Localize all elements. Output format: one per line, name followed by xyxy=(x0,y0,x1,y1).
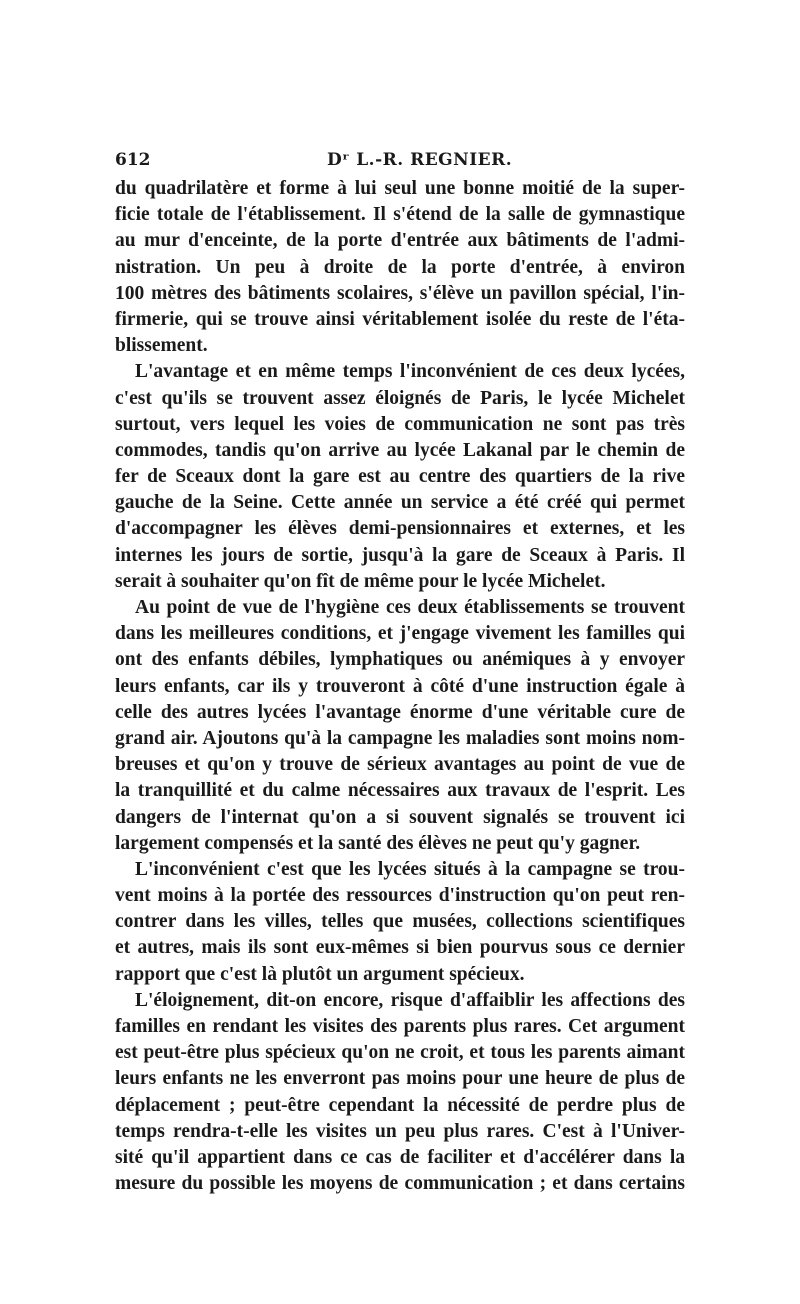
page-number: 612 xyxy=(115,150,151,170)
paragraph xyxy=(115,595,685,857)
text-line: leurs enfants, car ils y trouveront à côté d'une instruction égale à xyxy=(115,675,685,697)
text-line: d'accompagner les élèves demi-pensionnaires et externes, et les xyxy=(115,518,685,540)
text-line: blissement. xyxy=(115,335,208,357)
body-text xyxy=(115,176,685,1197)
text-line: 100 mètres des bâtiments scolaires, s'élève un pavillon spécial, l'in- xyxy=(115,282,685,304)
text-line: sité qu'il appartient dans ce cas de faciliter et d'accélérer dans la xyxy=(115,1146,685,1168)
text-line: temps rendra-t-elle les visites un peu plus rares. C'est à l'Univer- xyxy=(115,1120,685,1142)
text-line: grand air. Ajoutons qu'à la campagne les maladies sont moins nom- xyxy=(115,727,685,749)
paragraph xyxy=(115,857,685,988)
text-line: familles en rendant les visites des parents plus rares. Cet argument xyxy=(115,1016,685,1037)
text-line: Au point de vue de l'hygiène ces deux établissements se trouvent xyxy=(135,597,685,618)
paragraph xyxy=(115,988,685,1198)
text-line: ficie totale de l'établissement. Il s'étend de la salle de gymnastique xyxy=(115,204,685,226)
text-line: L'inconvénient c'est que les lycées situés à la campagne se trou- xyxy=(135,858,685,880)
text-line: déplacement ; peut-être cependant la nécessité de perdre plus de xyxy=(115,1094,685,1116)
text-line: gauche de la Seine. Cette année un service a été créé qui permet xyxy=(115,492,685,514)
text-line: serait à souhaiter qu'on fît de même pour le lycée Michelet. xyxy=(115,570,606,592)
text-line: firmerie, qui se trouve ainsi véritablement isolée du reste de l'éta- xyxy=(115,308,685,330)
text-line: commodes, tandis qu'on arrive au lycée Lakanal par le chemin de xyxy=(115,439,685,461)
page-header xyxy=(115,150,685,176)
text-line: dangers de l'internat qu'on a si souvent signalés se trouvent ici xyxy=(115,806,685,828)
text-line: L'avantage et en même temps l'inconvénient de ces deux lycées, xyxy=(135,361,685,383)
text-line: largement compensés et la santé des élèves ne peut qu'y gagner. xyxy=(115,832,641,854)
text-line: fer de Sceaux dont la gare est au centre des quartiers de la rive xyxy=(115,466,685,488)
text-line: rapport que c'est là plutôt un argument spécieux. xyxy=(115,963,525,985)
text-line: au mur d'enceinte, de la porte d'entrée aux bâtiments de l'admi- xyxy=(115,230,685,252)
paragraph xyxy=(115,359,685,595)
paragraph xyxy=(115,176,685,359)
text-line: dans les meilleures conditions, et j'engage vivement les familles qui xyxy=(115,623,685,645)
text-line: vent moins à la portée des ressources d'instruction qu'on peut ren- xyxy=(115,885,685,907)
running-head: Dʳ L.-R. REGNIER. xyxy=(327,150,513,170)
text-line: breuses et qu'on y trouve de sérieux avantages au point de vue de xyxy=(115,754,685,776)
text-line: L'éloignement, dit-on encore, risque d'affaiblir les affections des xyxy=(135,989,685,1011)
text-line: internes les jours de sortie, jusqu'à la gare de Sceaux à Paris. Il xyxy=(115,544,685,566)
text-line: surtout, vers lequel les voies de communication ne sont pas très xyxy=(115,413,685,435)
text-line: du quadrilatère et forme à lui seul une bonne moitié de la super- xyxy=(115,178,685,199)
text-line: celle des autres lycées l'avantage énorme d'une véritable cure de xyxy=(115,701,685,723)
text-line: mesure du possible les moyens de communication ; et dans certains xyxy=(115,1173,685,1195)
text-line: est peut-être plus spécieux qu'on ne croit, et tous les parents aimant xyxy=(115,1042,685,1064)
text-line: et autres, mais ils sont eux-mêmes si bien pourvus sous ce dernier xyxy=(115,937,685,959)
text-line: c'est qu'ils se trouvent assez éloignés de Paris, le lycée Michelet xyxy=(115,387,685,409)
text-line: leurs enfants ne les enverront pas moins pour une heure de plus de xyxy=(115,1068,685,1090)
text-line: la tranquillité et du calme nécessaires aux travaux de l'esprit. Les xyxy=(115,780,685,802)
text-line: contrer dans les villes, telles que musées, collections scientifiques xyxy=(115,911,685,933)
text-line: ont des enfants débiles, lymphatiques ou anémiques à y envoyer xyxy=(115,649,685,671)
text-line: nistration. Un peu à droite de la porte d'entrée, à environ xyxy=(115,256,685,278)
